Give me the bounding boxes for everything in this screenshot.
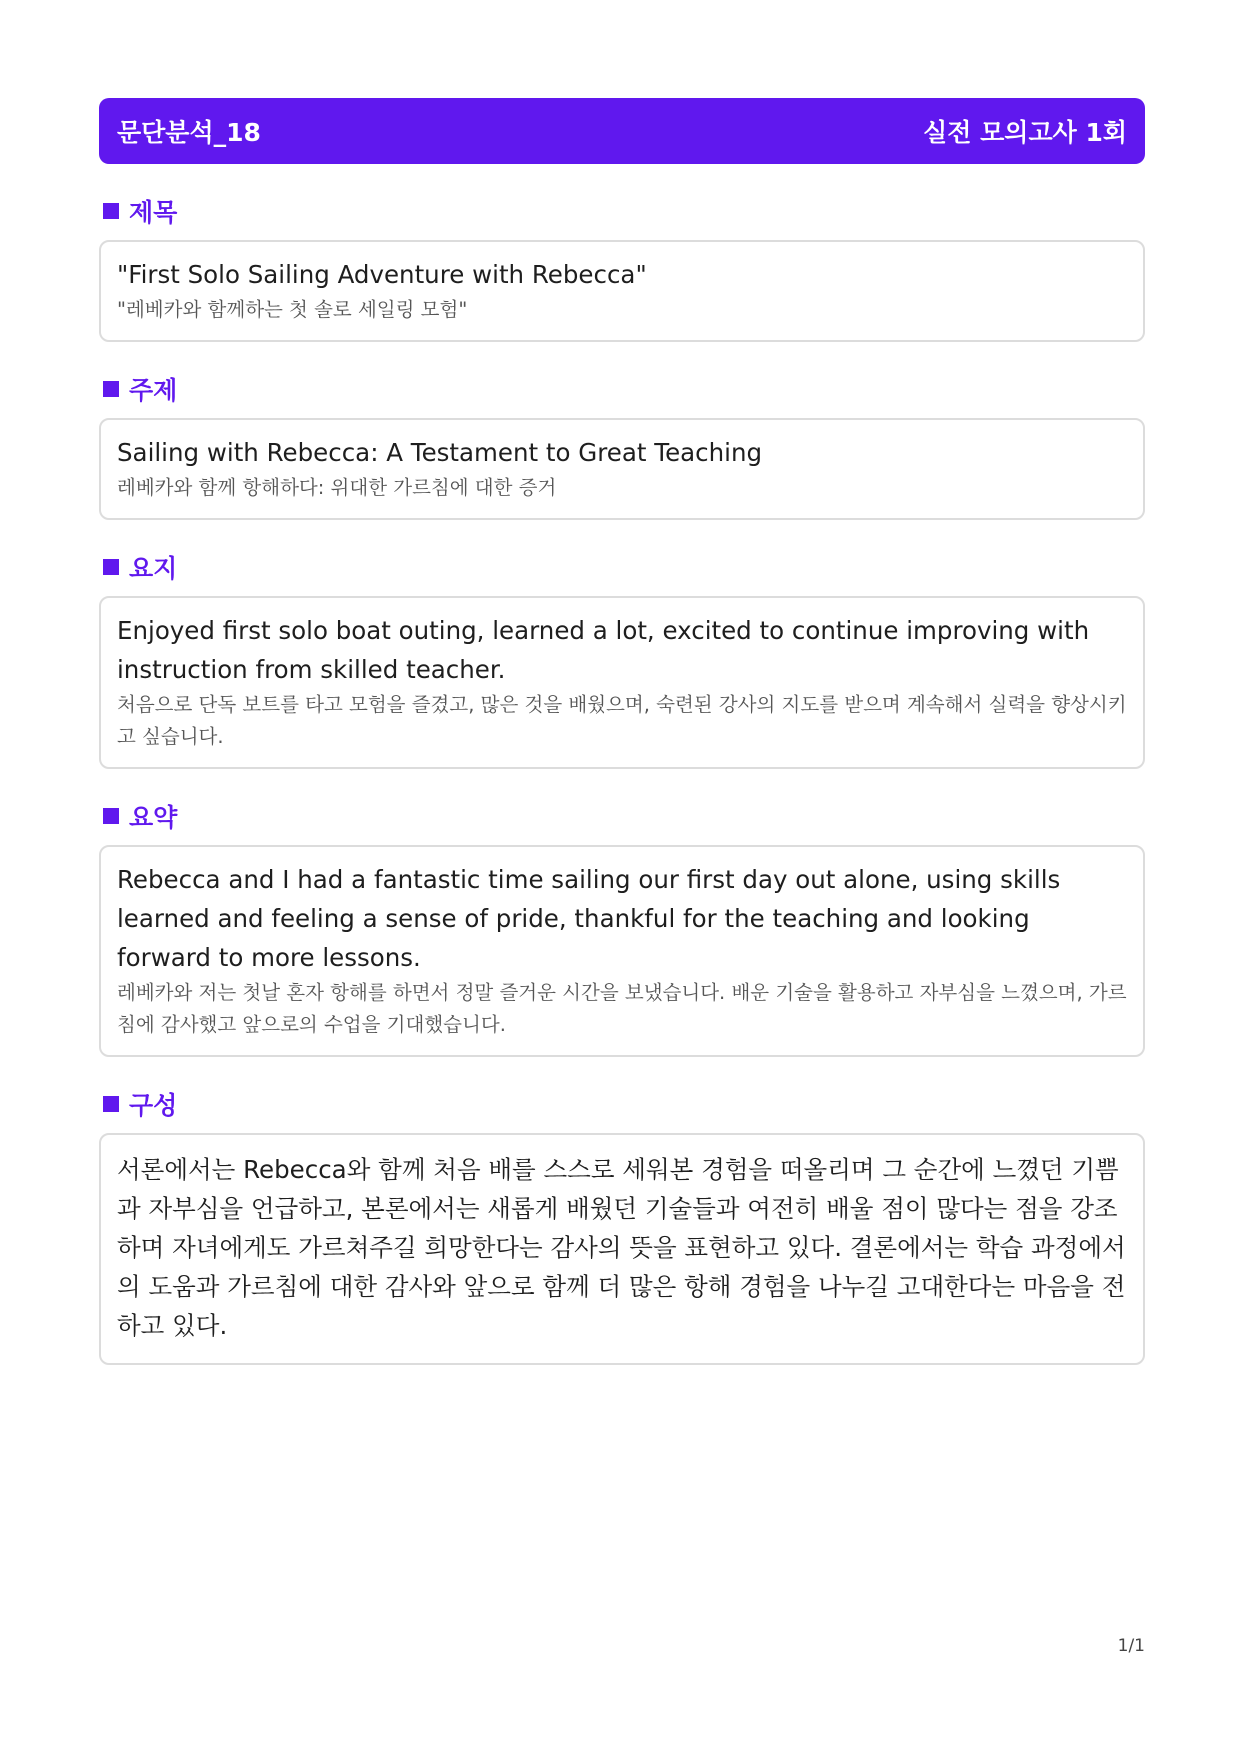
composition-box: [99, 1133, 1145, 1365]
gist-korean: 처음으로 단독 보트를 타고 모험을 즐겼고, 많은 것을 배웠으며, 숙련된 강사의 지도를 받으며 계속해서 실력을 향상시키고 싶습니다.: [117, 693, 1127, 748]
square-bullet-icon: [103, 559, 119, 575]
section-label: 요약: [129, 803, 178, 832]
title-english: "First Solo Sailing Adventure with Rebecca": [117, 260, 647, 289]
summary-english: Rebecca and I had a fantastic time sailing our first day out alone, using skills learned and feeling a sense of pride, thankful for the teaching and looking forward to more lessons.: [117, 865, 1061, 972]
section-label: 주제: [129, 376, 178, 405]
header-right-title: 실전 모의고사 1회: [923, 118, 1127, 147]
title-korean: "레베카와 함께하는 첫 솔로 세일링 모험": [117, 298, 468, 321]
section-heading-theme: [99, 374, 1145, 404]
composition-text: 서론에서는 Rebecca와 함께 처음 배를 스스로 세워본 경험을 떠올리며 그 순간에 느꼈던 기쁨과 자부심을 언급하고, 본론에서는 새롭게 배웠던 기술들과 여전히 배울 점이 많다는 점을 강조하며 자녀에게도 가르쳐주길 희망한다는 감사의 뜻을 표현하고 있다. 결론에서는 학습 과정에서의 도움과 가르침에 대한 감사와 앞으로 함께 더 많은 항해 경험을 나누길 고대한다는 마음을 전하고 있다.: [117, 1155, 1126, 1340]
analysis-page: [99, 98, 1145, 1365]
header-bar: [99, 98, 1145, 164]
summary-korean: 레베카와 저는 첫날 혼자 항해를 하면서 정말 즐거운 시간을 보냈습니다. 배운 기술을 활용하고 자부심을 느꼈으며, 가르침에 감사했고 앞으로의 수업을 기대했습니다.: [117, 981, 1127, 1036]
summary-box: [99, 845, 1145, 1057]
section-label: 제목: [129, 198, 178, 227]
section-label: 구성: [129, 1091, 178, 1120]
section-label: 요지: [129, 554, 178, 583]
section-heading-summary: [99, 801, 1145, 831]
theme-korean: 레베카와 함께 항해하다: 위대한 가르침에 대한 증거: [117, 476, 557, 499]
square-bullet-icon: [103, 203, 119, 219]
square-bullet-icon: [103, 808, 119, 824]
page-number: 1/1: [1117, 1636, 1145, 1656]
theme-box: [99, 418, 1145, 520]
header-left-title: 문단분석_18: [117, 118, 261, 147]
gist-english: Enjoyed first solo boat outing, learned a lot, excited to continue improving with instruction from skilled teacher.: [117, 616, 1090, 684]
section-heading-title: [99, 196, 1145, 226]
square-bullet-icon: [103, 381, 119, 397]
gist-box: [99, 596, 1145, 769]
square-bullet-icon: [103, 1096, 119, 1112]
section-heading-gist: [99, 552, 1145, 582]
theme-english: Sailing with Rebecca: A Testament to Great Teaching: [117, 438, 763, 467]
title-box: [99, 240, 1145, 342]
section-heading-composition: [99, 1089, 1145, 1119]
